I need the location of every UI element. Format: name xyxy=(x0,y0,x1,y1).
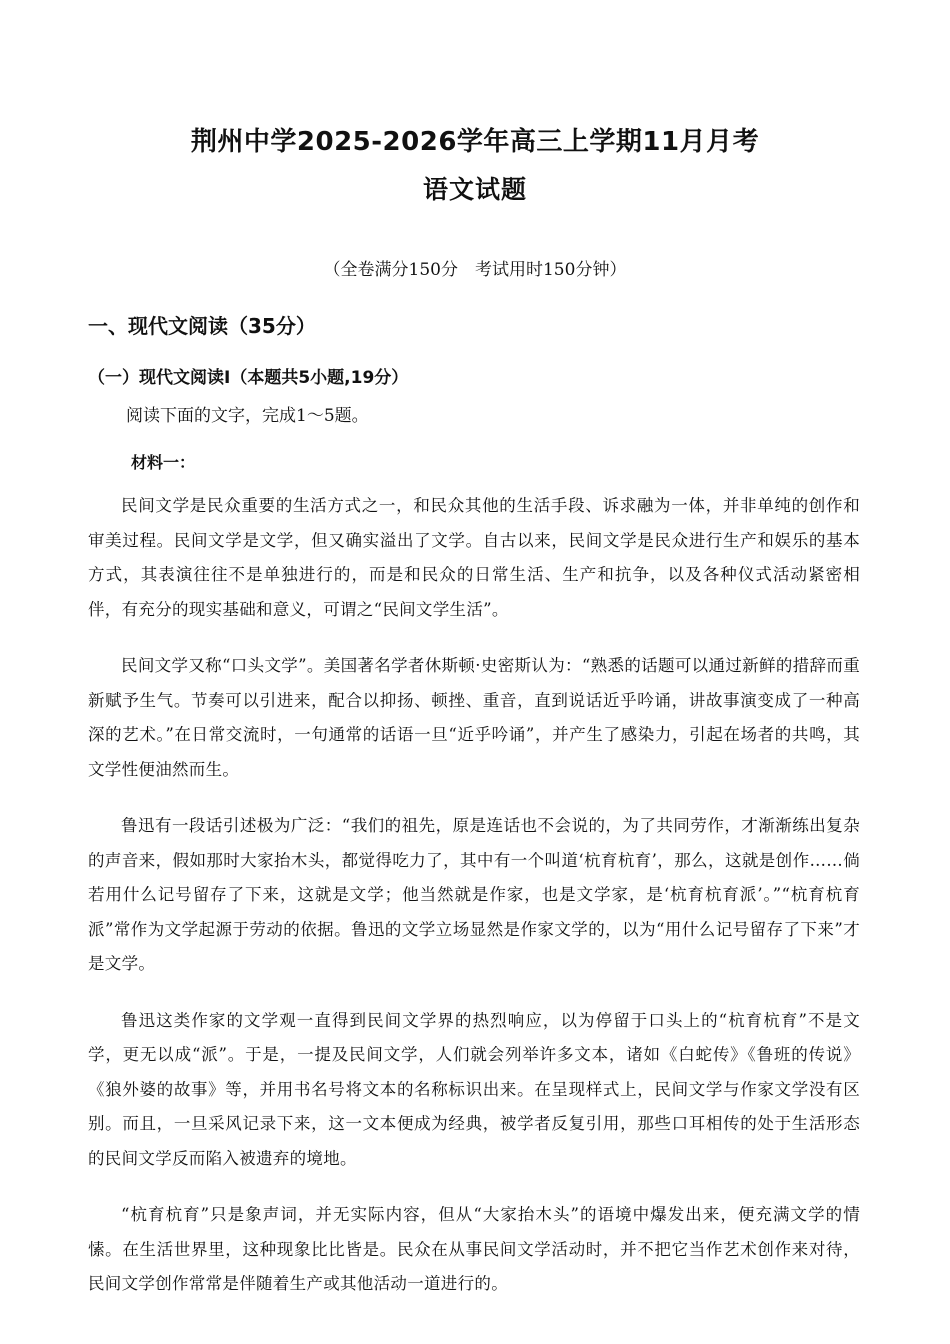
passage-paragraph: 民间文学是民众重要的生活方式之一，和民众其他的生活手段、诉求融为一体，并非单纯的创作和审美过程。民间文学是文学，但又确实溢出了文学。自古以来，民间文学是民众进行生产和娱乐的基本方式，其表演往往不是单独进行的，而是和民众的日常生活、生产和抗争，以及各种仪式活动紧密相伴，有充分的现实基础和意义，可谓之“民间文学生活”。 xyxy=(88,496,860,619)
passage-body xyxy=(88,489,860,1324)
material-label: 材料一： xyxy=(131,453,196,472)
exam-subtitle: 语文试题 xyxy=(422,175,527,204)
passage-paragraph: 鲁迅有一段话引述极为广泛：“我们的祖先，原是连话也不会说的，为了共同劳作，才渐渐练出复杂的声音来，假如那时大家抬木头，都觉得吃力了，其中有一个叫道‘杭育杭育’，那么，这就是创作……倘若用什么记号留存了下来，这就是文学；他当然就是作家，也是文学家，是‘杭育杭育派’。”“杭育杭育派”常作为文学起源于劳动的依据。鲁迅的文学立场显然是作家文学的，以为“用什么记号留存了下来”才是文学。 xyxy=(88,816,860,973)
section-heading: 一、现代文阅读（35分） xyxy=(88,314,316,338)
passage-paragraph: “杭育杭育”只是象声词，并无实际内容，但从“大家抬木头”的语境中爆发出来，便充满文学的情愫。在生活世界里，这种现象比比皆是。民众在从事民间文学活动时，并不把它当作艺术创作来对待，民间文学创作常常是伴随着生产或其他活动一道进行的。 xyxy=(88,1205,860,1293)
passage-paragraph: 民间文学又称“口头文学”。美国著名学者休斯顿·史密斯认为：“熟悉的话题可以通过新鲜的措辞而重新赋予生气。节奏可以引进来，配合以抑扬、顿挫、重音，直到说话近乎吟诵，讲故事演变成了一种高深的艺术。”在日常交流时，一句通常的话语一旦“近乎吟诵”，并产生了感染力，引起在场者的共鸣，其文学性便油然而生。 xyxy=(88,656,860,779)
exam-title: 荆州中学2025-2026学年高三上学期11月月考 xyxy=(190,127,760,157)
exam-info: （全卷满分150分 考试用时150分钟） xyxy=(323,260,627,280)
passage-paragraph: 鲁迅这类作家的文学观一直得到民间文学界的热烈响应，以为停留于口头上的“杭育杭育”不是文学，更无以成“派”。于是，一提及民间文学，人们就会列举许多文本，诸如《白蛇传》《鲁班的传说》《狼外婆的故事》等，并用书名号将文本的名称标识出来。在呈现样式上，民间文学与作家文学没有区别。而且，一旦采风记录下来，这一文本便成为经典，被学者反复引用，那些口耳相传的处于生活形态的民间文学反而陷入被遗弃的境地。 xyxy=(88,1010,860,1168)
sub-heading: （一）现代文阅读Ⅰ（本题共5小题,19分） xyxy=(88,368,409,388)
reading-instruction: 阅读下面的文字，完成1～5题。 xyxy=(126,406,369,426)
